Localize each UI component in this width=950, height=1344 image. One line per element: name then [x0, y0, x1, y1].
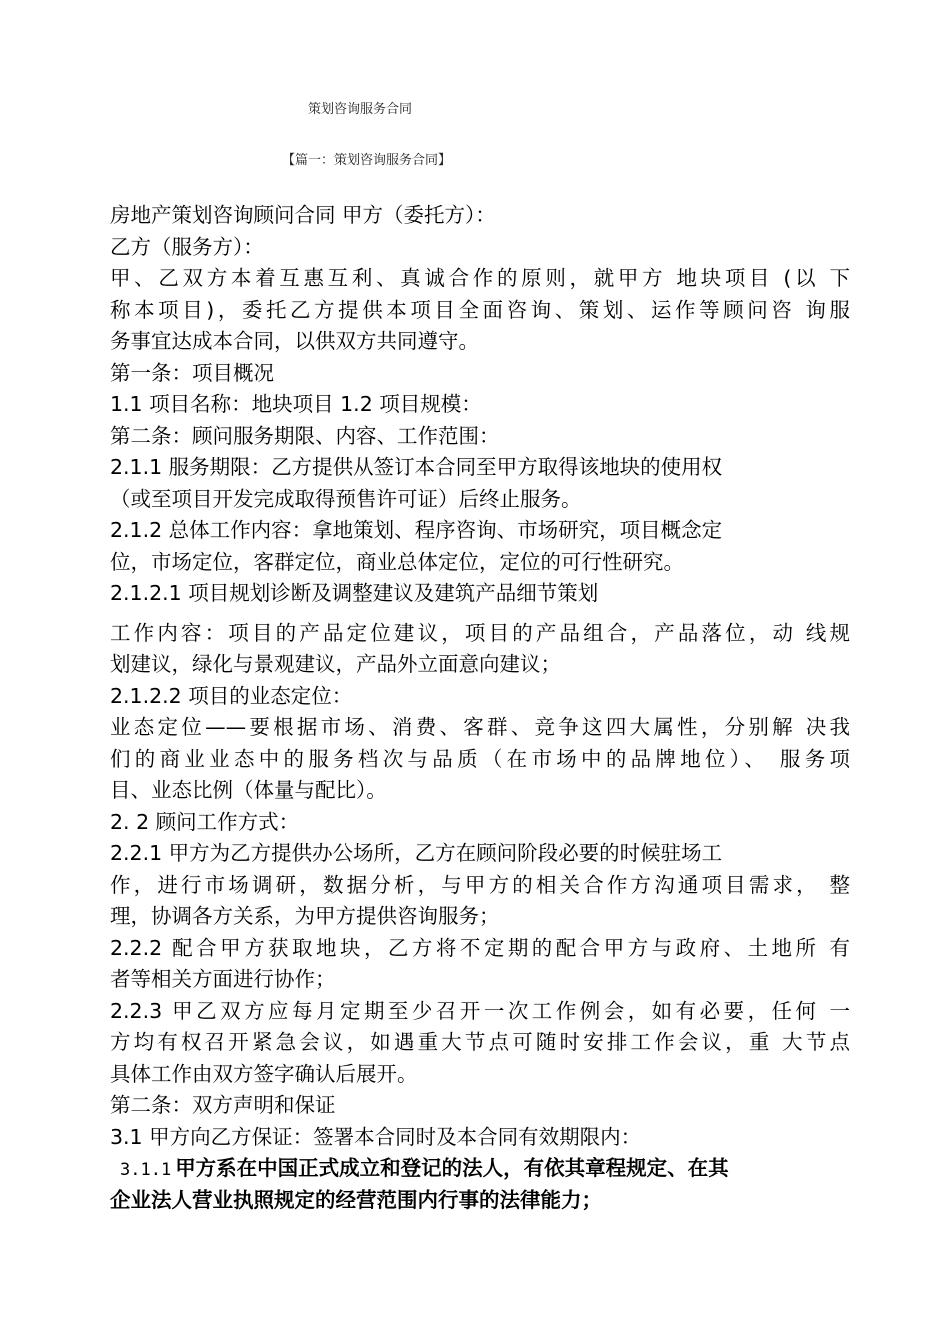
text-line: （或至项目开发完成取得预售许可证）后终止服务。 [110, 486, 582, 511]
text-line: 甲、乙双方本着互惠互利、真诚合作的原则，就甲方 地块项目 (以 下 [110, 266, 850, 290]
text-line: 称本项目)，委托乙方提供本项目全面咨询、策划、运作等顾问咨 询服 [110, 297, 850, 322]
text-line: 们的商业业态中的服务档次与品质（在市场中的品牌地位）、 服务项 [110, 746, 850, 771]
text-line: 理，协调各方关系，为甲方提供咨询服务； [110, 904, 500, 928]
text-line: 2.1.2 总体工作内容：拿地策划、程序咨询、市场研究，项目概念定 [110, 518, 723, 542]
section-heading: 第二条：顾问服务期限、内容、工作范围： [110, 423, 500, 448]
text-line: 2.2.2 配合甲方获取地块，乙方将不定期的配合甲方与政府、土地所 有 [110, 935, 850, 960]
text-line: 乙方（服务方）： [110, 234, 264, 259]
text-line-bold [110, 1153, 850, 1185]
section-heading: 2. 2 顾问工作方式： [110, 809, 300, 834]
text-line: 方均有权召开紧急会议，如遇重大节点可随时安排工作会议，重 大节点 [110, 1030, 850, 1054]
text-line: 1.1 项目名称：地块项目 1.2 项目规模： [110, 392, 482, 416]
text-line: 2.1.2.1 项目规划诊断及调整建议及建筑产品细节策划 [110, 581, 599, 605]
text-line: 务事宜达成本合同，以供双方共同遵守。 [110, 329, 479, 353]
text-line: 位，市场定位，客群定位，商业总体定位，定位的可行性研究。 [110, 549, 684, 574]
text-line: 者等相关方面进行协作； [110, 967, 336, 991]
section-heading: 第一条：项目概况 [110, 360, 274, 385]
text-line: 3.1 甲方向乙方保证：签署本合同时及本合同有效期限内： [110, 1124, 642, 1149]
text-line: 作，进行市场调研，数据分析，与甲方的相关合作方沟通项目需求， 整 [110, 872, 850, 897]
text-line: 2.1.2.2 项目的业态定位： [110, 683, 353, 708]
text-line: 业态定位——要根据市场、消费、客群、竞争这四大属性，分别解 决我 [110, 715, 850, 739]
text-line: 2.2.1 甲方为乙方提供办公场所，乙方在顾问阶段必要的时候驻场工 [110, 841, 723, 865]
text-line: 2.1.1 服务期限：乙方提供从签订本合同至甲方取得该地块的使用权 [110, 455, 723, 479]
text-line-bold: 企业法人营业执照规定的经营范围内行事的法律能力； [110, 1187, 602, 1212]
clause-number: 3.1.1 [120, 1160, 172, 1180]
text-line: 2.2.3 甲乙双方应每月定期至少召开一次工作例会，如有必要，任何 一 [110, 998, 850, 1023]
text-line: 划建议，绿化与景观建议，产品外立面意向建议； [110, 652, 561, 676]
clause-text: 甲方系在中国正式成立和登记的法人，有依其章程规定、在其 [175, 1156, 729, 1180]
section-heading: 第二条：双方声明和保证 [110, 1093, 336, 1117]
document-subtitle: 【篇一：策划咨询服务合同】 [282, 153, 452, 168]
text-line: 房地产策划咨询顾问合同 甲方（委托方）： [110, 203, 496, 227]
document-title: 策划咨询服务合同 [308, 102, 413, 117]
contract-body [110, 200, 850, 1216]
text-line: 工作内容：项目的产品定位建议，项目的产品组合，产品落位，动 线规 [110, 620, 850, 645]
text-line: 目、业态比例（体量与配比）。 [110, 778, 387, 802]
text-line: 具体工作由双方签字确认后展开。 [110, 1061, 418, 1086]
